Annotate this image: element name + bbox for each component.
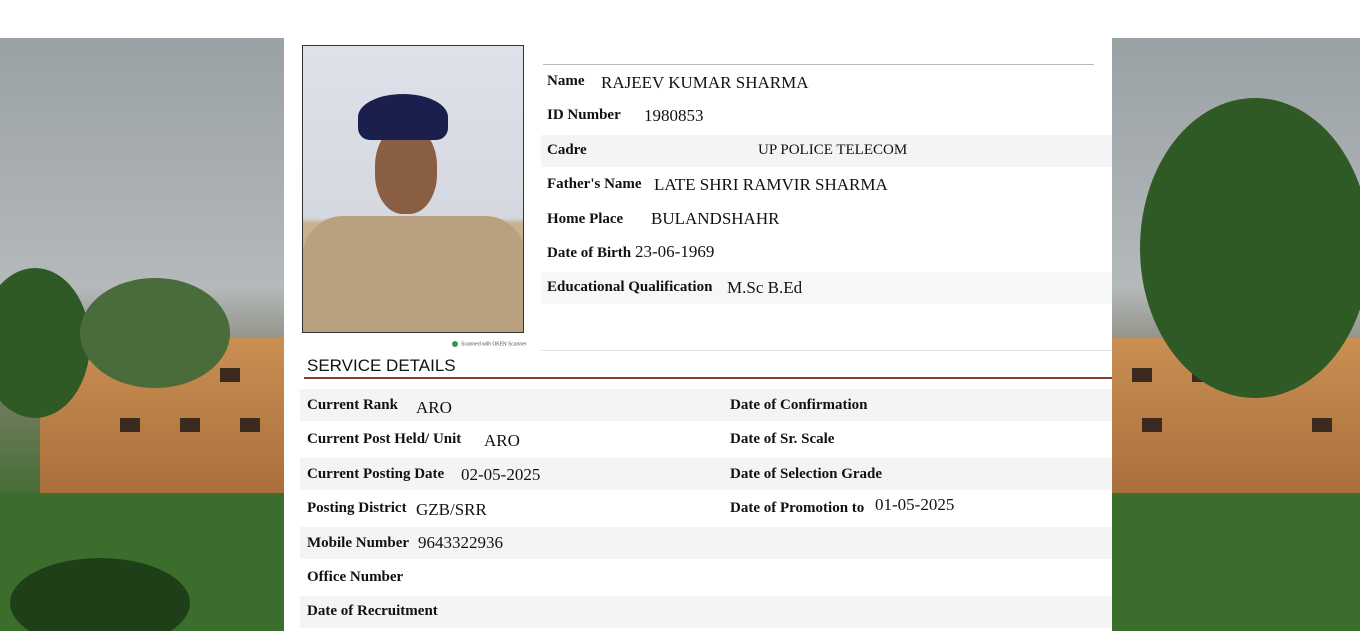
card-top bbox=[624, 0, 1112, 52]
selection-grade-label: Date of Selection Grade bbox=[730, 466, 883, 482]
edu-value: M.Sc B.Ed bbox=[727, 278, 803, 297]
dob-label: Date of Birth bbox=[547, 245, 632, 261]
posting-date-value: 02-05-2025 bbox=[461, 465, 541, 484]
id-value: 1980853 bbox=[644, 106, 704, 125]
district-label: Posting District bbox=[307, 500, 407, 516]
name-label: Name bbox=[547, 73, 585, 89]
service-details-underline bbox=[304, 377, 1112, 379]
scanner-watermark: Scanned with OKEN Scanner bbox=[452, 341, 527, 347]
divider bbox=[541, 350, 1112, 351]
father-label: Father's Name bbox=[547, 176, 642, 192]
post-value: ARO bbox=[484, 431, 520, 450]
cadre-label: Cadre bbox=[547, 142, 587, 158]
beret bbox=[358, 94, 448, 140]
tree bbox=[1140, 98, 1360, 398]
rank-value: ARO bbox=[416, 398, 452, 417]
post-label: Current Post Held/ Unit bbox=[307, 431, 462, 447]
confirm-label: Date of Confirmation bbox=[730, 397, 868, 413]
rank-label: Current Rank bbox=[307, 397, 398, 413]
home-value: BULANDSHAHR bbox=[651, 209, 780, 228]
posting-date-label: Current Posting Date bbox=[307, 466, 445, 482]
divider bbox=[543, 64, 1094, 65]
mobile-label: Mobile Number bbox=[307, 535, 410, 551]
district-value: GZB/SRR bbox=[416, 500, 487, 519]
cadre-value: UP POLICE TELECOM bbox=[758, 142, 908, 158]
recruit-label: Date of Recruitment bbox=[307, 603, 438, 619]
mobile-value: 9643322936 bbox=[418, 533, 503, 552]
home-label: Home Place bbox=[547, 211, 624, 227]
profile-photo bbox=[302, 45, 524, 333]
promotion-label: Date of Promotion to bbox=[730, 500, 865, 516]
edu-label: Educational Qualification bbox=[547, 279, 713, 295]
tree bbox=[80, 278, 230, 388]
service-details-title: SERVICE DETAILS bbox=[307, 356, 456, 375]
name-value: RAJEEV KUMAR SHARMA bbox=[601, 73, 809, 92]
sr-scale-label: Date of Sr. Scale bbox=[730, 431, 835, 447]
dob-value: 23-06-1969 bbox=[635, 242, 715, 261]
scanner-logo-icon bbox=[452, 341, 458, 347]
uniform bbox=[303, 216, 524, 333]
office-label: Office Number bbox=[307, 569, 404, 585]
id-label: ID Number bbox=[547, 107, 621, 123]
promotion-value: 01-05-2025 bbox=[875, 495, 955, 514]
father-value: LATE SHRI RAMVIR SHARMA bbox=[654, 175, 888, 194]
